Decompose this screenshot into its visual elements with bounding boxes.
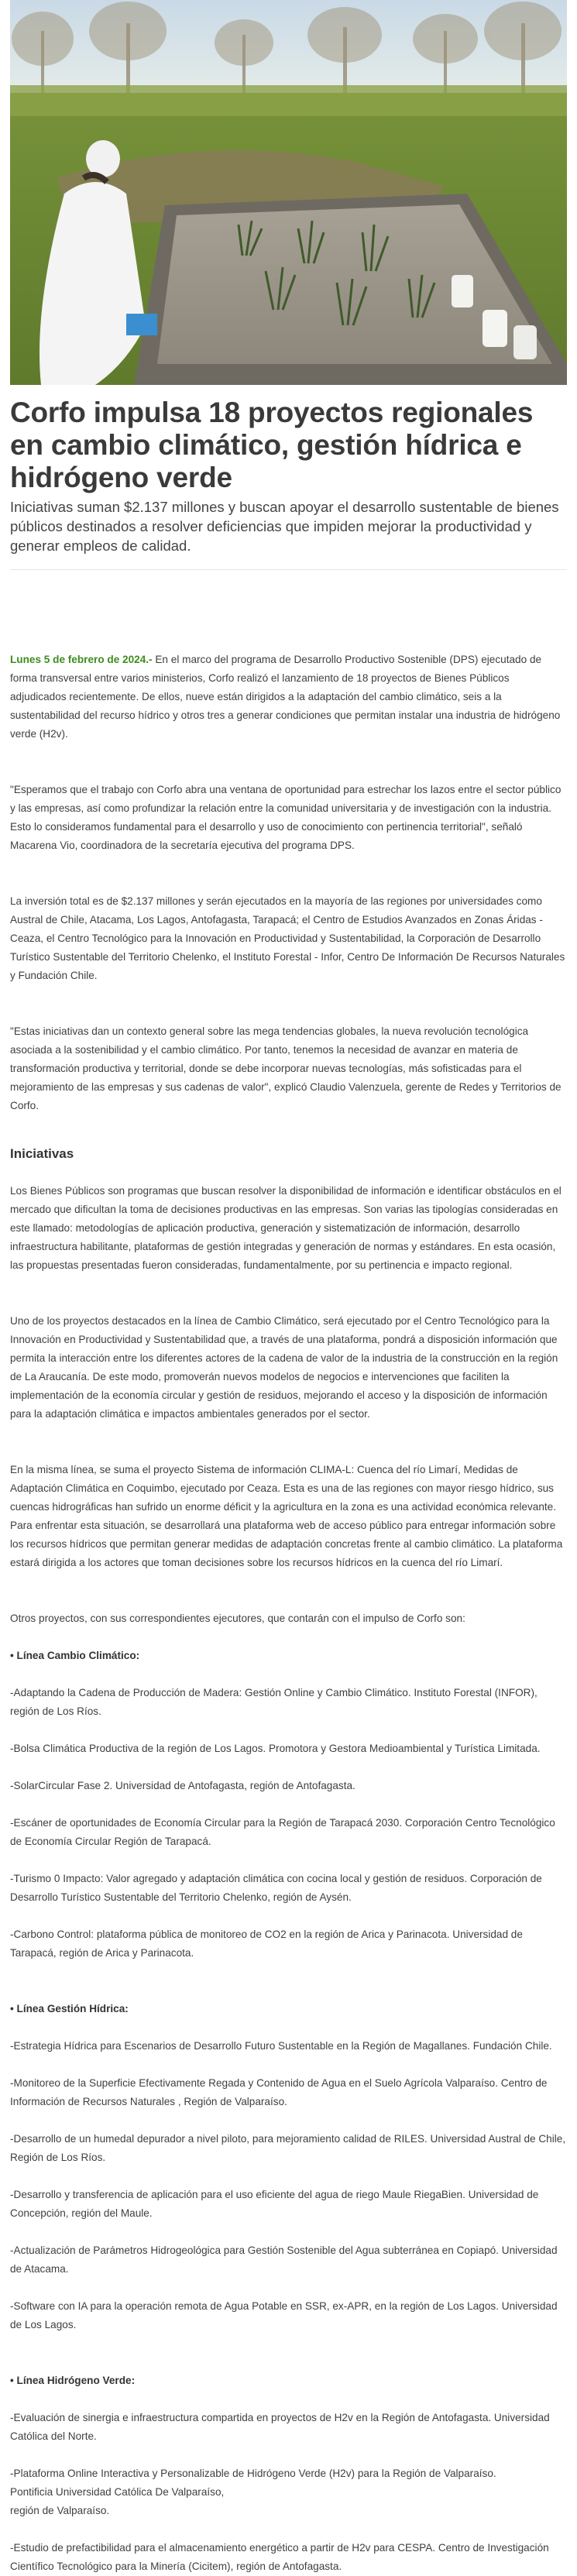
list-item-continued: Pontificia Universidad Católica De Valparaíso, bbox=[10, 2486, 225, 2498]
list-item: -Carbono Control: plataforma pública de monitoreo de CO2 en la región de Arica y Parinacota. Universidad de Tarapacá, región de Arica y Parinacota. bbox=[10, 1929, 523, 1959]
list-item: -Evaluación de sinergia e infraestructura compartida en proyectos de H2v en la Región de Antofagasta. Universidad Católica del Norte. bbox=[10, 2412, 550, 2442]
list-item: -Bolsa Climática Productiva de la región de Los Lagos. Promotora y Gestora Medioambiental y Turística Limitada. bbox=[10, 1743, 541, 1754]
list-item: -Desarrollo de un humedal depurador a nivel piloto, para mejoramiento calidad de RILES. Universidad Austral de Chile, Región de Los Ríos. bbox=[10, 2133, 566, 2163]
list-item: -Escáner de oportunidades de Economía Circular para la Región de Tarapacá 2030. Corporación Centro Tecnológico de Economía Circular Región de Tarapacá. bbox=[10, 1817, 555, 1847]
list-item: -Estrategia Hídrica para Escenarios de Desarrollo Futuro Sustentable en la Región de Magallanes. Fundación Chile. bbox=[10, 2040, 552, 2052]
paragraph-cambio-climatico: Uno de los proyectos destacados en la línea de Cambio Climático, será ejecutado por el Centro Tecnológico para la Innovación en Productividad y Sustentabilidad que, a través de una plataforma, pondrá a disposición información que permita la interacción entre los diferentes actores de la cadena de valor de la industria de la construcción en la región de La Araucanía. De este modo, promoverán nuevos modelos de negocios e intervenciones que faciliten la implementación de la economía circular y gestión de residuos, mejorando el acceso y la disposición de información para la adaptación climática e impactos ambientales generados por el sector. bbox=[10, 1315, 558, 1420]
list-item: -Turismo 0 Impacto: Valor agregado y adaptación climática con cocina local y gestión de residuos. Corporación de Desarrollo Turístico Sustentable del Territorio Chelenko, región de Aysén. bbox=[10, 1873, 542, 1903]
list-item: -Plataforma Online Interactiva y Personalizable de Hidrógeno Verde (H2v) para la Región de Valparaíso. bbox=[10, 2468, 496, 2479]
list-item-continued: región de Valparaíso. bbox=[10, 2505, 110, 2516]
section-heading-iniciativas: Iniciativas bbox=[10, 1146, 74, 1161]
paragraph-bienes-publicos: Los Bienes Públicos son programas que buscan resolver la disponibilidad de información e identificar obstáculos en el mercado que dificultan la toma de decisiones productivas en las empresas. Son varias las tipologías consideradas en este llamado: metodologías de aplicación productiva, generación y sistematización de información, desarrollo infraestructura habilitante, plataformas de gestión integradas y generación de normas y estándares. En esta ocasión, las propuestas presentadas fueron consideradas, fundamentalmente, por su pertinencia e impacto regional. bbox=[10, 1185, 562, 1271]
list-item: -Adaptando la Cadena de Producción de Madera: Gestión Online y Cambio Climático. Instituto Forestal (INFOR), región de Los Ríos. bbox=[10, 1687, 538, 1717]
quote-paragraph-2: "Estas iniciativas dan un contexto general sobre las mega tendencias globales, la nueva revolución tecnológica asociada a la sostenibilidad y el cambio climático. Por tanto, tenemos la necesidad de avanzar en materia de transformación productiva y territorial, donde se debe incorporar nuevas tecnologías, más sofisticadas para el mejoramiento de las empresas y sus cadenas de valor", explicó Claudio Valenzuela, gerente de Redes y Territorios de Corfo. bbox=[10, 1025, 562, 1111]
hero-image bbox=[10, 0, 567, 385]
lead-text: En el marco del programa de Desarrollo Productivo Sostenible (DPS) ejecutado de forma transversal entre varios ministerios, Corfo realizó el lanzamiento de 18 proyectos de Bienes Públicos adjudicados recientemente. De ellos, nueve están dirigidos a la adaptación del cambio climático, seis a la sustentabilidad del recurso hídrico y otros tres a generar condiciones que permitan instalar una industria de hidrógeno verde (H2v). bbox=[10, 654, 561, 740]
list-item: -Software con IA para la operación remota de Agua Potable en SSR, ex-APR, en la región de Los Lagos. Universidad de Los Lagos. bbox=[10, 2300, 558, 2330]
investment-paragraph: La inversión total es de $2.137 millones y serán ejecutados en la mayoría de las regiones por universidades como Austral de Chile, Atacama, Los Lagos, Antofagasta, Tarapacá; el Centro de Estudios Avanzados en Zonas Áridas -Ceaza, el Centro Tecnológico para la Innovación en Productividad y Sustentabilidad, la Corporación de Desarrollo Turístico Sustentable del Territorio Chelenko, el Instituto Forestal - Infor, Centro De Información De Recursos Naturales y Fundación Chile. bbox=[10, 895, 565, 981]
lead-paragraph bbox=[10, 651, 567, 744]
quote-paragraph: "Esperamos que el trabajo con Corfo abra una ventana de oportunidad para estrechar los lazos entre el sector público y las empresas, así como profundizar la relación entre la comunidad universitaria y de investigación con la industria. Esto lo consideramos fundamental para el desarrollo y uso de conocimiento con pertinencia territorial", señaló Macarena Vio, coordinadora de la secretaría ejecutiva del programa DPS. bbox=[10, 784, 562, 851]
article-subtitle: Iniciativas suman $2.137 millones y buscan apoyar el desarrollo sustentable de bienes públicos destinados a resolver deficiencias que impiden mejorar la productividad y generar empleos de calidad. bbox=[10, 499, 559, 554]
list-item: -SolarCircular Fase 2. Universidad de Antofagasta, región de Antofagasta. bbox=[10, 1780, 355, 1791]
hero-photo bbox=[10, 0, 567, 385]
list-item: -Desarrollo y transferencia de aplicación para el uso eficiente del agua de riego Maule RiegaBien. Universidad de Concepción, región del Maule. bbox=[10, 2189, 539, 2219]
article-date: Lunes 5 de febrero de 2024.- bbox=[10, 654, 153, 665]
list-item: -Estudio de prefactibilidad para el almacenamiento energético a partir de H2v para CESPA. Centro de Investigación Científico Tecnológico para la Minería (Cicitem), región de Antofagasta. bbox=[10, 2542, 549, 2572]
paragraph-otros-proyectos: Otros proyectos, con sus correspondientes ejecutores, que contarán con el impulso de Corfo son: bbox=[10, 1613, 465, 1624]
article-body bbox=[10, 651, 567, 2576]
heading-linea-h2v: • Línea Hidrógeno Verde: bbox=[10, 2375, 136, 2386]
list-item: -Monitoreo de la Superficie Efectivamente Regada y Contenido de Agua en el Suelo Agrícola Valparaíso. Centro de Información de Recursos Naturales , Región de Valparaíso. bbox=[10, 2077, 548, 2107]
divider bbox=[10, 569, 567, 570]
heading-linea-hidrica: • Línea Gestión Hídrica: bbox=[10, 2003, 129, 2014]
paragraph-clima-l: En la misma línea, se suma el proyecto Sistema de información CLIMA-L: Cuenca del río Limarí, Medidas de Adaptación Climática en Coquimbo, ejecutado por Ceaza. Esta es una de las regiones con mayor riesgo hídrico, sus cuencas hidrográficas han sufrido un enorme déficit y la agricultura en la zona es una actividad económica relevante. Para enfrentar esta situación, se desarrollará una plataforma web de acceso público para entregar información sobre los recursos hídricos que permitan generar medidas de adaptación concretas frente al cambio climático. La plataforma estará dirigida a los actores que toman decisiones sobre los recursos hídricos en la cuenca del río Limarí. bbox=[10, 1464, 563, 1568]
heading-linea-cambio: • Línea Cambio Climático: bbox=[10, 1650, 140, 1661]
list-item: -Actualización de Parámetros Hidrogeológica para Gestión Sostenible del Agua subterránea en Copiapó. Universidad de Atacama. bbox=[10, 2245, 558, 2275]
article-title: Corfo impulsa 18 proyectos regionales en cambio climático, gestión hídrica e hidrógeno verde bbox=[10, 397, 534, 493]
